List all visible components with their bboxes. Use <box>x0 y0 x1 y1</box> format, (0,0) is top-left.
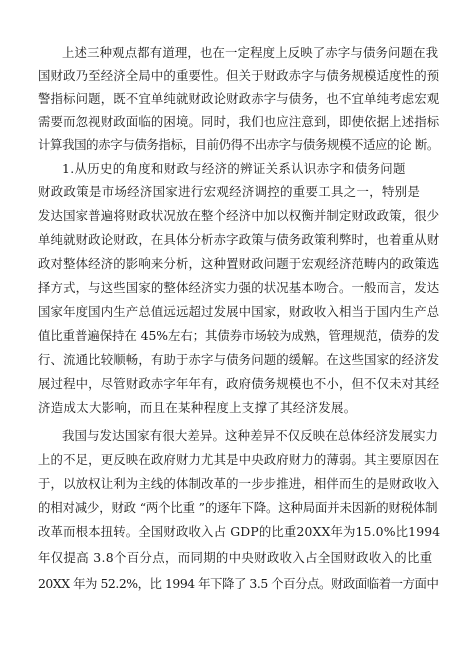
paragraph-3-line-3: 于，以放权让利为主线的体制改革的一步步推进，相伴而生的是财政收入 <box>38 476 440 491</box>
paragraph-1-line-4: 需要而忽视财政面临的困境。同时，我们也应注意到，即使依据上述指标 <box>38 114 440 129</box>
paragraph-2-line-7: 值比重普遍保持在 45%左右；其债券市场较为成熟，管理规范，债券的发 <box>38 328 440 343</box>
paragraph-2-line-6: 国家年度国内生产总值远远超过发展中国家，财政收入相当于国内生产总 <box>38 304 440 319</box>
paragraph-2-line-8: 行、流通比较顺畅，有助于赤字与债务问题的缓解。在这些国家的经济发 <box>38 352 440 367</box>
paragraph-2-line-5: 择方式，与这些国家的整体经济实力强的状况基本吻合。一般而言，发达 <box>38 280 440 295</box>
paragraph-3-line-1: 我国与发达国家有很大差异。这种差异不仅反映在总体经济发展实力 <box>62 428 439 443</box>
paragraph-1-line-3: 警指标问题，既不宜单纯就财政论财政赤字与债务，也不宜单纯考虑宏观 <box>38 91 440 106</box>
paragraph-1-line-2: 国财政乃至经济全局中的重要性。但关于财政赤字与债务规模适度性的预 <box>38 68 440 83</box>
paragraph-2-line-10: 济造成太大影响，而且在某种程度上支撑了其经济发展。 <box>38 400 357 415</box>
paragraph-1-line-1: 上述三种观点都有道理，也在一定程度上反映了赤字与债务问题在我 <box>62 45 439 60</box>
paragraph-2-line-4: 政对整体经济的影响来分析，这种置财政问题于宏观经济范畴内的政策选 <box>38 256 440 271</box>
paragraph-3-line-7: 20XX 年为 52.2%，比 1994 年下降了 3.5 个百分点。财政面临着一方面中 <box>38 576 439 591</box>
paragraph-2-line-2: 发达国家普遍将财政状况放在整个经济中加以权衡并制定财政政策，很少 <box>38 208 440 223</box>
paragraph-2-line-1: 财政政策是市场经济国家进行宏观经济调控的重要工具之一，特别是 <box>38 184 421 199</box>
paragraph-3-line-2: 上的不足，更反映在政府财力尤其是中央政府财力的薄弱。其主要原因在 <box>38 452 440 467</box>
paragraph-3-line-5: 改革而根本扭转。全国财政收入占 GDP的比重20XX年为15.0%比1994 <box>38 524 441 539</box>
section-heading: 1.从历史的角度和财政与经济的辨证关系认识赤字和债务问题 <box>62 161 406 176</box>
paragraph-3-line-4: 的相对减少，财政 “两个比重 ”的逐年下降。这种局面并未因新的财税体制 <box>38 500 438 515</box>
paragraph-2-line-9: 展过程中，尽管财政赤字年年有，政府债务规模也不小，但不仅未对其经 <box>38 376 440 391</box>
paragraph-1-line-5: 计算我国的赤字与债务指标，目前仍得不出赤字与债务规模不适应的论 断。 <box>38 137 439 152</box>
paragraph-2-line-3: 单纯就财政论财政，在具体分析赤字政策与债务政策利弊时，也着重从财 <box>38 232 440 247</box>
paragraph-3-line-6: 年仅提高 3.8个百分点，而同期的中央财政收入占全国财政收入的比重 <box>38 550 433 565</box>
